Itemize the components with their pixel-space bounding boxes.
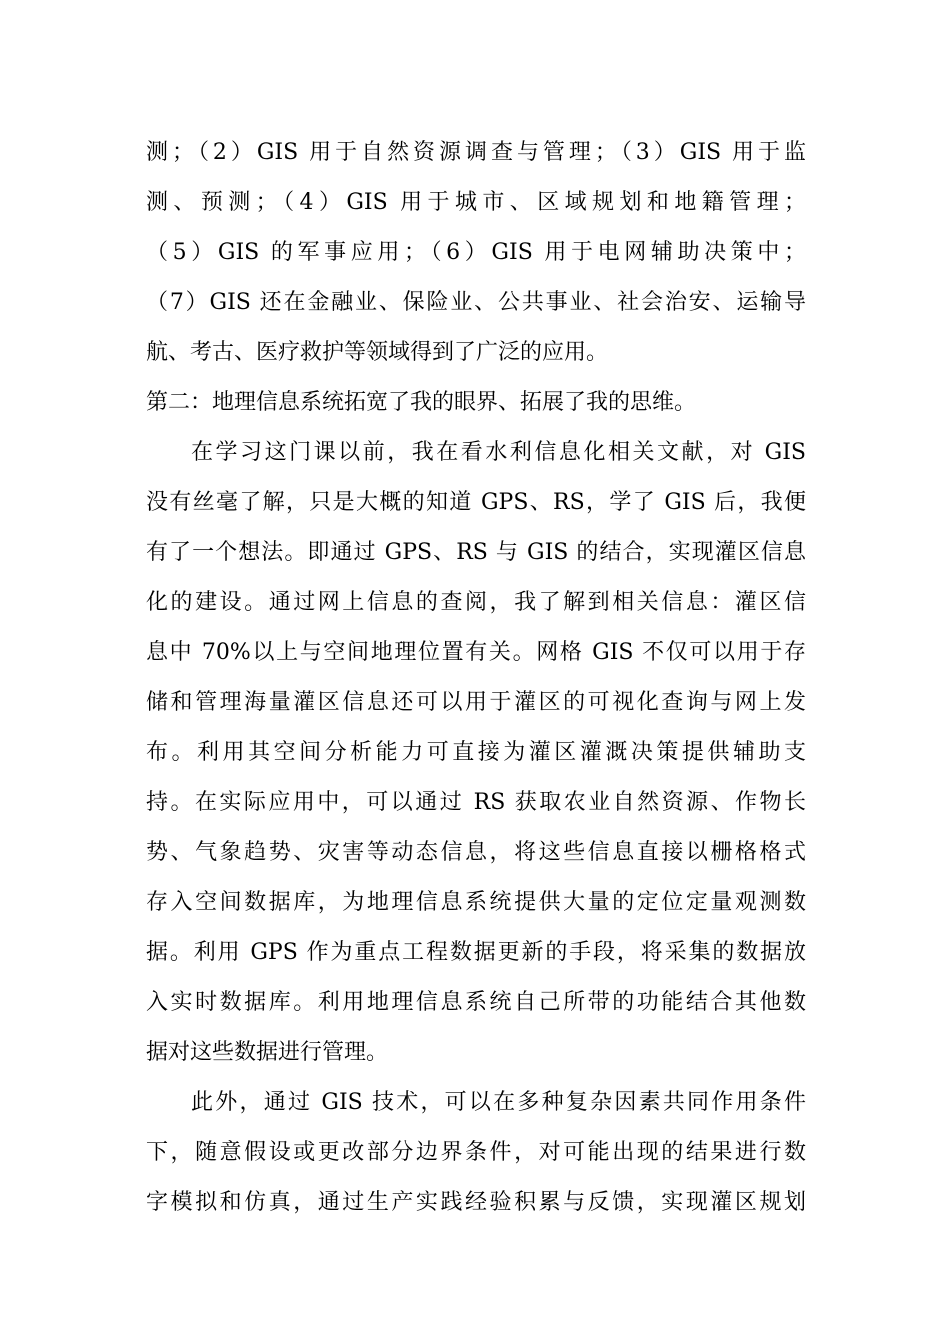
text-line: 势、气象趋势、灾害等动态信息，将这些信息直接以栅格格式 [146, 840, 806, 865]
text-line: 布。利用其空间分析能力可直接为灌区灌溉决策提供辅助支 [146, 740, 806, 765]
document-page [146, 128, 806, 1228]
text-line: （7）GIS 还在金融业、保险业、公共事业、社会治安、运输导 [146, 290, 806, 315]
text-line: 有了一个想法。即通过 GPS、RS 与 GIS 的结合，实现灌区信息 [146, 540, 806, 565]
text-line: 下，随意假设或更改部分边界条件，对可能出现的结果进行数 [146, 1140, 806, 1165]
text-line: 测、预测；（4）GIS 用于城市、区域规划和地籍管理； [146, 190, 806, 215]
text-line: 字模拟和仿真，通过生产实践经验积累与反馈，实现灌区规划 [146, 1190, 806, 1215]
text-line: 化的建设。通过网上信息的查阅，我了解到相关信息：灌区信 [146, 590, 806, 615]
text-line: 此外，通过 GIS 技术，可以在多种复杂因素共同作用条件 [191, 1090, 806, 1115]
text-line: 存入空间数据库，为地理信息系统提供大量的定位定量观测数 [146, 890, 806, 915]
text-line: 在学习这门课以前，我在看水利信息化相关文献，对 GIS [191, 440, 806, 465]
text-line: 据对这些数据进行管理。 [146, 1040, 389, 1065]
text-line: （5）GIS 的军事应用；（6）GIS 用于电网辅助决策中； [146, 240, 806, 265]
text-line: 第二：地理信息系统拓宽了我的眼界、拓展了我的思维。 [146, 390, 697, 415]
text-line: 测；（2）GIS 用于自然资源调查与管理；（3）GIS 用于监 [146, 140, 806, 165]
text-line: 储和管理海量灌区信息还可以用于灌区的可视化查询与网上发 [146, 690, 806, 715]
text-line: 息中 70%以上与空间地理位置有关。网格 GIS 不仅可以用于存 [146, 640, 806, 665]
text-line: 据。利用 GPS 作为重点工程数据更新的手段，将采集的数据放 [146, 940, 806, 965]
document-body [146, 128, 806, 1228]
text-line: 持。在实际应用中，可以通过 RS 获取农业自然资源、作物长 [146, 790, 806, 815]
text-line: 航、考古、医疗救护等领域得到了广泛的应用。 [146, 340, 609, 365]
text-line: 入实时数据库。利用地理信息系统自己所带的功能结合其他数 [146, 990, 806, 1015]
text-line: 没有丝毫了解，只是大概的知道 GPS、RS，学了 GIS 后，我便 [146, 490, 806, 515]
